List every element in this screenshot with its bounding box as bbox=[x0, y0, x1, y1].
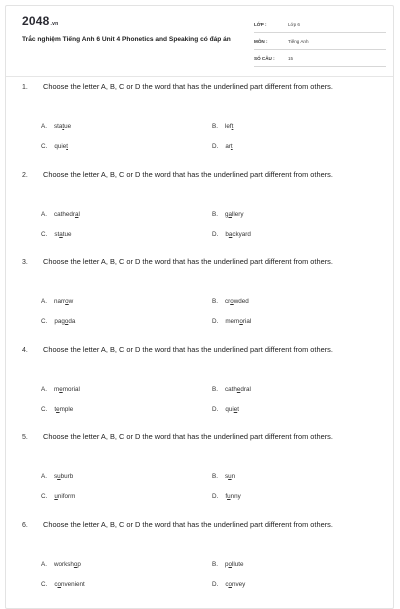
meta-row-subject bbox=[254, 35, 386, 50]
option-word-part: nny bbox=[230, 493, 241, 500]
option-word-part: qui bbox=[225, 405, 234, 413]
option-letter: A. bbox=[41, 473, 47, 480]
meta-value: Tiếng Anh bbox=[288, 39, 309, 44]
option-underlined-part: e bbox=[233, 405, 238, 413]
meta-value: 15 bbox=[288, 56, 294, 61]
option-word-part: c bbox=[225, 580, 229, 588]
quiz-card bbox=[5, 5, 394, 609]
option-letter: D. bbox=[212, 230, 219, 238]
question-text: Choose the letter A, B, C or D the word that has the underlined part different from others. bbox=[43, 344, 333, 354]
option-word-part: wded bbox=[233, 298, 249, 305]
answer-option[interactable] bbox=[212, 143, 233, 150]
option-underlined-part: a bbox=[228, 210, 232, 218]
option-underlined-part: e bbox=[59, 385, 63, 393]
option-word-part: p bbox=[224, 560, 229, 568]
option-letter: D. bbox=[212, 405, 219, 413]
option-word-part: mple bbox=[59, 405, 74, 413]
page-title: Trắc nghiệm Tiếng Anh 6 Unit 4 Phonetics and Speaking có đáp án bbox=[22, 36, 231, 43]
option-word-part: nvey bbox=[231, 580, 246, 588]
option-underlined-part: a bbox=[59, 230, 63, 238]
answer-option[interactable] bbox=[41, 561, 81, 568]
answer-option[interactable] bbox=[41, 143, 68, 150]
option-underlined-part: o bbox=[65, 298, 69, 305]
question-number: 4. bbox=[22, 346, 28, 354]
option-letter: A. bbox=[41, 298, 47, 305]
answer-option[interactable] bbox=[41, 298, 73, 305]
meta-key: MÔN : bbox=[254, 39, 268, 44]
option-letter: D. bbox=[212, 493, 219, 500]
answer-option[interactable] bbox=[41, 211, 80, 218]
option-letter: A. bbox=[41, 123, 47, 130]
option-underlined-part: o bbox=[230, 298, 234, 305]
answer-option[interactable] bbox=[212, 298, 249, 305]
site-logo[interactable] bbox=[22, 14, 58, 28]
option-word-part: rial bbox=[242, 318, 252, 325]
option-word-part: m bbox=[53, 385, 60, 393]
option-word-part: quie bbox=[54, 143, 67, 150]
option-word-part: tue bbox=[62, 230, 72, 238]
option-underlined-part: t bbox=[231, 123, 234, 130]
answer-option[interactable] bbox=[212, 386, 251, 393]
option-word-part: w bbox=[68, 298, 74, 305]
logo-suffix: .vn bbox=[50, 21, 59, 27]
option-word-part: dral bbox=[240, 385, 251, 393]
option-word-part: s bbox=[224, 473, 229, 480]
option-word-part: mem bbox=[225, 318, 240, 325]
question-number: 3. bbox=[22, 259, 28, 266]
logo-number: 2048 bbox=[22, 14, 50, 28]
meta-row-count bbox=[254, 52, 386, 67]
option-letter: A. bbox=[41, 210, 47, 218]
option-letter: B. bbox=[212, 560, 218, 568]
option-word-part: cathedr bbox=[53, 210, 75, 218]
option-underlined-part: a bbox=[228, 230, 233, 238]
option-word-part: n bbox=[231, 473, 236, 480]
option-underlined-part: e bbox=[236, 385, 241, 393]
option-letter: D. bbox=[212, 580, 219, 588]
option-word-part: cath bbox=[224, 385, 237, 393]
answer-option[interactable] bbox=[212, 581, 245, 588]
option-underlined-part: o bbox=[239, 318, 243, 325]
option-underlined-part: o bbox=[228, 560, 232, 568]
question-text: Choose the letter A, B, C or D the word that has the underlined part different from others. bbox=[43, 82, 333, 91]
option-word-part: morial bbox=[62, 385, 80, 393]
meta-row-class bbox=[254, 18, 386, 33]
answer-option[interactable] bbox=[41, 386, 80, 393]
option-word-part: c bbox=[54, 580, 58, 588]
question-text: Choose the letter A, B, C or D the word that has the underlined part different from others. bbox=[43, 432, 333, 441]
header-divider bbox=[6, 76, 393, 77]
answer-option[interactable] bbox=[212, 231, 251, 238]
question-number: 5. bbox=[22, 434, 28, 441]
question-number: 1. bbox=[22, 84, 28, 91]
option-word-part: cr bbox=[224, 298, 231, 305]
answer-option[interactable] bbox=[212, 561, 244, 568]
option-word-part: lef bbox=[224, 123, 232, 130]
meta-value: Lớp 6 bbox=[288, 22, 300, 27]
option-underlined-part: o bbox=[64, 318, 69, 325]
option-letter: C. bbox=[41, 143, 48, 150]
answer-option[interactable] bbox=[41, 318, 75, 325]
option-letter: C. bbox=[41, 405, 48, 413]
option-word-part: sta bbox=[53, 123, 63, 130]
answer-option[interactable] bbox=[41, 123, 71, 130]
answer-option[interactable] bbox=[212, 493, 241, 500]
question-text: Choose the letter A, B, C or D the word that has the underlined part different from others. bbox=[43, 519, 333, 529]
answer-option[interactable] bbox=[212, 318, 251, 325]
option-letter: C. bbox=[41, 318, 48, 325]
option-letter: B. bbox=[212, 123, 218, 130]
answer-option[interactable] bbox=[212, 406, 239, 413]
option-word-part: burb bbox=[60, 473, 74, 480]
answer-option[interactable] bbox=[41, 231, 72, 238]
option-underlined-part: u bbox=[228, 473, 232, 480]
answer-option[interactable] bbox=[41, 493, 75, 500]
option-underlined-part: e bbox=[56, 405, 60, 413]
option-letter: B. bbox=[212, 298, 218, 305]
option-letter: C. bbox=[41, 230, 48, 238]
option-letter: D. bbox=[212, 318, 219, 325]
option-word-part: g bbox=[224, 210, 229, 218]
option-word-part: f bbox=[225, 493, 228, 500]
option-word-part: ue bbox=[64, 123, 72, 130]
option-underlined-part: u bbox=[57, 473, 61, 480]
option-word-part: nvenient bbox=[60, 580, 85, 588]
question-number: 2. bbox=[22, 171, 28, 179]
option-word-part: s bbox=[53, 473, 58, 480]
option-underlined-part: t bbox=[62, 123, 65, 130]
option-letter: A. bbox=[41, 385, 47, 393]
answer-option[interactable] bbox=[41, 581, 85, 588]
option-underlined-part: t bbox=[66, 143, 68, 150]
option-word-part: p bbox=[77, 560, 81, 568]
option-word-part: narr bbox=[53, 298, 66, 305]
option-letter: B. bbox=[212, 385, 218, 393]
option-underlined-part: u bbox=[54, 493, 58, 500]
answer-option[interactable] bbox=[41, 406, 73, 413]
option-word-part: worksh bbox=[53, 560, 74, 568]
option-underlined-part: o bbox=[228, 580, 232, 588]
meta-key: LỚP : bbox=[254, 22, 267, 27]
option-letter: D. bbox=[212, 143, 219, 150]
option-word-part: ckyard bbox=[232, 230, 251, 238]
option-word-part: t bbox=[54, 405, 57, 413]
option-letter: A. bbox=[41, 560, 47, 568]
meta-key: SỐ CÂU : bbox=[254, 56, 275, 61]
question-text: Choose the letter A, B, C or D the word that has the underlined part different from others. bbox=[43, 169, 333, 179]
option-word-part: llute bbox=[231, 560, 244, 568]
answer-option[interactable] bbox=[41, 473, 73, 480]
header bbox=[6, 6, 393, 76]
option-underlined-part: t bbox=[230, 143, 233, 150]
option-word-part: pag bbox=[54, 318, 65, 325]
option-word-part: ar bbox=[225, 143, 231, 150]
question-number: 6. bbox=[22, 521, 28, 529]
option-letter: B. bbox=[212, 210, 218, 218]
option-word-part: l bbox=[78, 210, 80, 218]
option-word-part: llery bbox=[231, 210, 244, 218]
option-letter: B. bbox=[212, 473, 218, 480]
option-word-part: da bbox=[68, 318, 76, 325]
meta-info bbox=[254, 18, 386, 69]
option-underlined-part: o bbox=[57, 580, 61, 588]
answer-option[interactable] bbox=[212, 473, 235, 480]
option-letter: C. bbox=[41, 493, 48, 500]
option-word-part: t bbox=[237, 405, 239, 413]
option-word-part: niform bbox=[57, 493, 76, 500]
answer-option[interactable] bbox=[212, 211, 244, 218]
option-letter: C. bbox=[41, 580, 48, 588]
option-word-part: st bbox=[54, 230, 60, 238]
option-word-part: b bbox=[225, 230, 229, 238]
question-text: Choose the letter A, B, C or D the word that has the underlined part different from others. bbox=[43, 257, 333, 266]
option-underlined-part: o bbox=[73, 560, 78, 568]
answer-option[interactable] bbox=[212, 123, 233, 130]
option-underlined-part: a bbox=[74, 210, 79, 218]
option-underlined-part: u bbox=[227, 493, 231, 500]
